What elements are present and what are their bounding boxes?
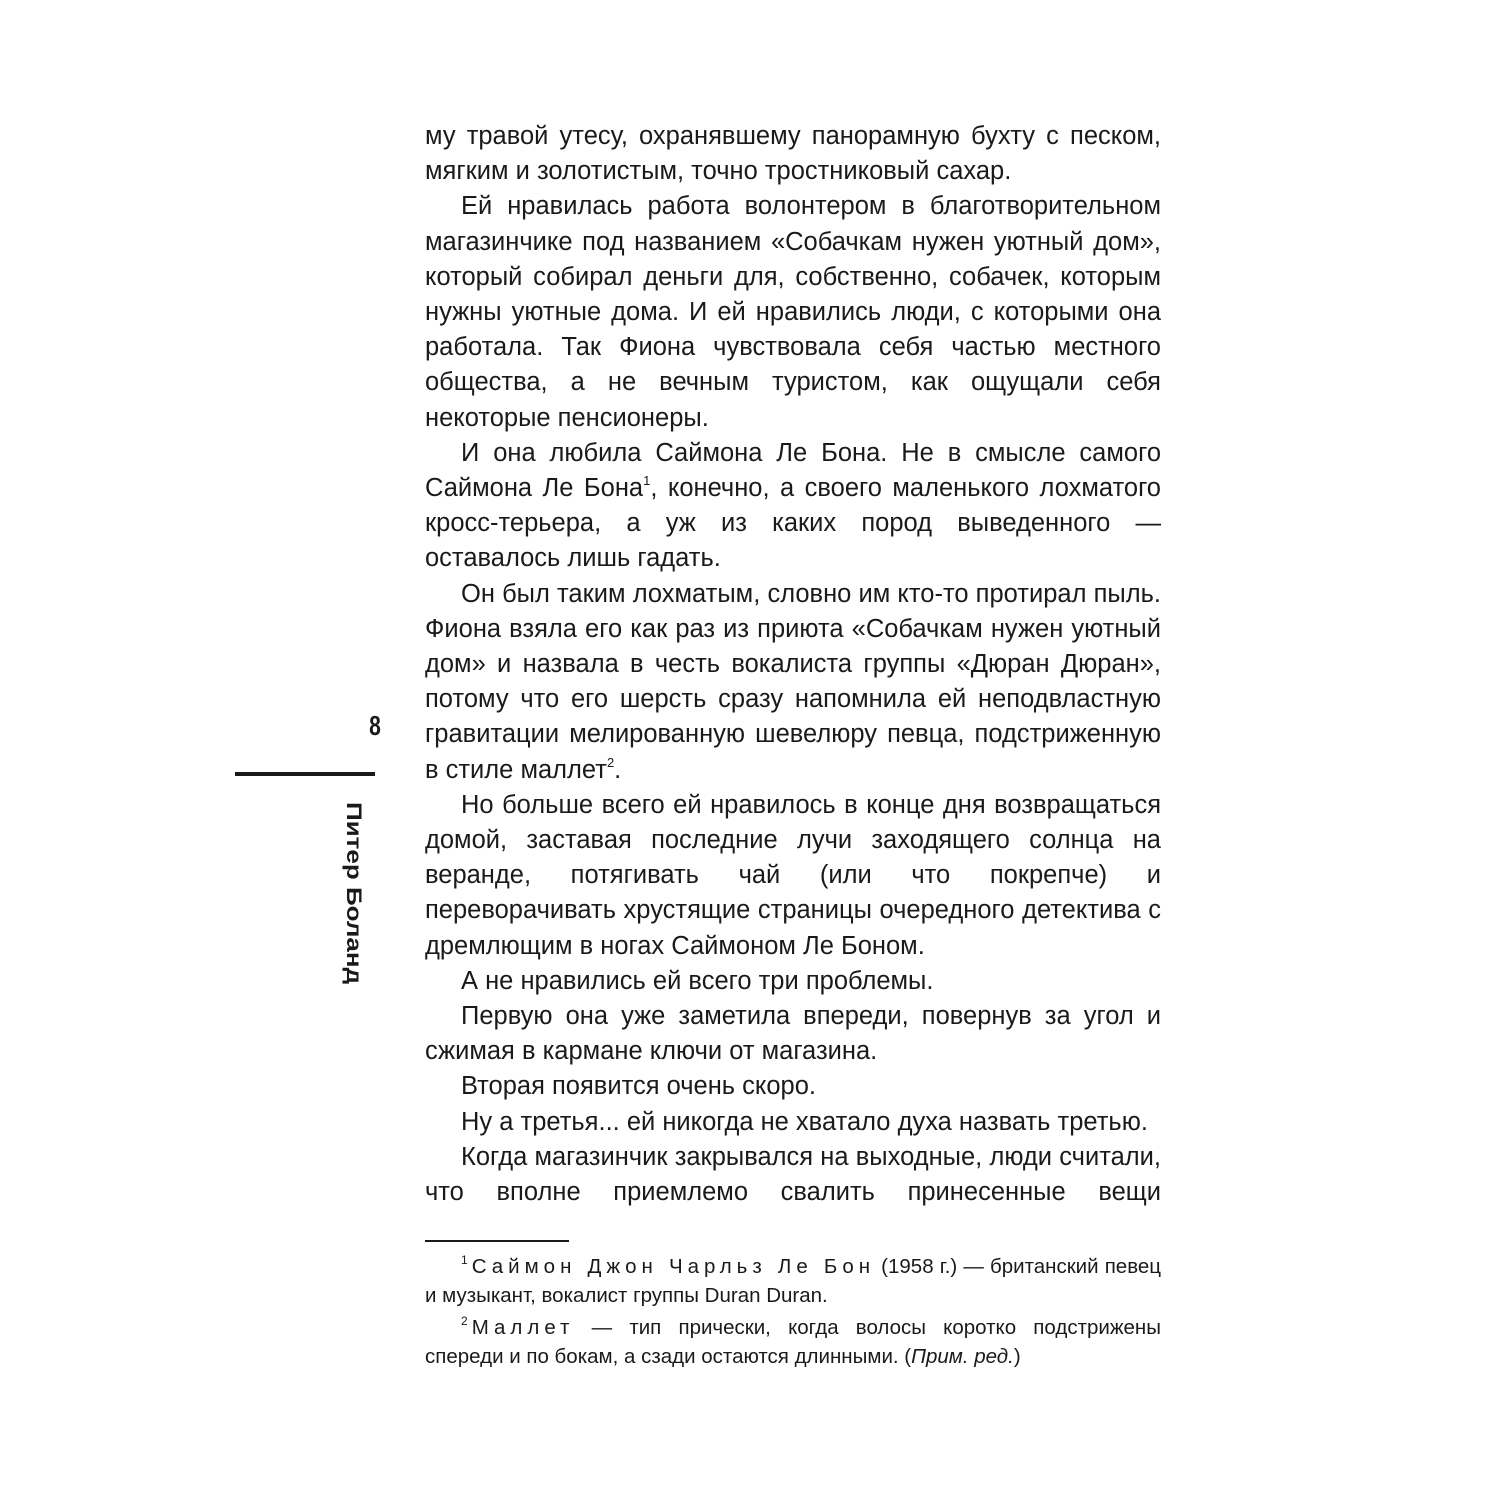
footnote-number: 2 [461,1314,468,1328]
footnote-text: — тип прически, когда волосы коротко подстрижены спереди и по бокам, а сзади остаются длинными. ( [425,1316,1161,1368]
footnote [425,1252,1161,1310]
footnote-term: Маллет [471,1316,575,1339]
paragraph: Первую она уже заметила впереди, повернув за угол и сжимая в кармане ключи от магазина. [425,1002,1161,1066]
paragraph-text: Он был таким лохматым, словно им кто-то протирал пыль. Фиона взяла его как раз из приюта «Собачкам нужен уютный дом» и назвала в честь вокалиста группы «Дюран Дюран», потому что его шерсть сразу напомнила ей неподвластную гравитации мелированную шевелюру певца, подстриженную в стиле маллет [425,579,1161,784]
page-number: 8 [369,710,381,741]
footnotes [425,1252,1161,1374]
footnote-text: ) [1013,1345,1021,1368]
footnote-number: 1 [461,1253,468,1267]
paragraph-text: , конечно, а своего маленького лохматого кросс-терьера, а уж из каких пород выведенного — оставалось лишь гадать. [425,474,1161,573]
footnote-note: Прим. ред. [911,1345,1014,1368]
running-head [342,802,386,985]
footnote-divider [425,1240,569,1242]
footnote [425,1313,1161,1371]
footnote-ref: 2 [606,754,615,770]
footnote-ref: 1 [643,473,651,489]
paragraph: му травой утесу, охранявшему панорамную бухту с песком, мягким и золотистым, точно тростниковый сахар. [425,122,1161,186]
paragraph: Но больше всего ей нравилось в конце дня возвращаться домой, заставая последние лучи заходящего солнца на веранде, потягивать чай (или что покрепче) и переворачивать хрустящие страницы очередного детектива с дремлющим в ногах Саймоном Ле Боном. [425,790,1161,960]
footnote-term: Саймон Джон Чарльз Ле Бон [471,1255,876,1278]
author-name: Питер Боланд [342,802,366,985]
paragraph: Когда магазинчик закрывался на выходные, люди считали, что вполне приемлемо свалить принесенные вещи [425,1142,1161,1207]
paragraph: Ну а третья... ей никогда не хватало духа назвать третью. [461,1107,1148,1136]
paragraph [425,436,1161,577]
main-text [425,119,1161,1210]
margin-rule [235,772,375,776]
paragraph-text: . [614,755,622,784]
paragraph-text: И она любила Саймона Ле Бона. Не в смысле самого Саймона Ле Бона [425,438,1161,503]
paragraph [425,577,1161,788]
paragraph: А не нравились ей всего три проблемы. [461,966,934,995]
paragraph: Вторая появится очень скоро. [461,1072,816,1101]
footnote-text: (1958 г.) — британский певец и музыкант, вокалист группы Duran Duran. [425,1255,1161,1307]
paragraph: Ей нравилась работа волонтером в благотворительном магазинчике под названием «Собачкам нужен уютный дом», который собирал деньги для, собственно, собачек, которым нужны уютные дома. И ей нравились люди, с которыми она работала. Так Фиона чувствовала себя частью местного общества, а не вечным туристом, как ощущали себя некоторые пенсионеры. [425,192,1161,432]
